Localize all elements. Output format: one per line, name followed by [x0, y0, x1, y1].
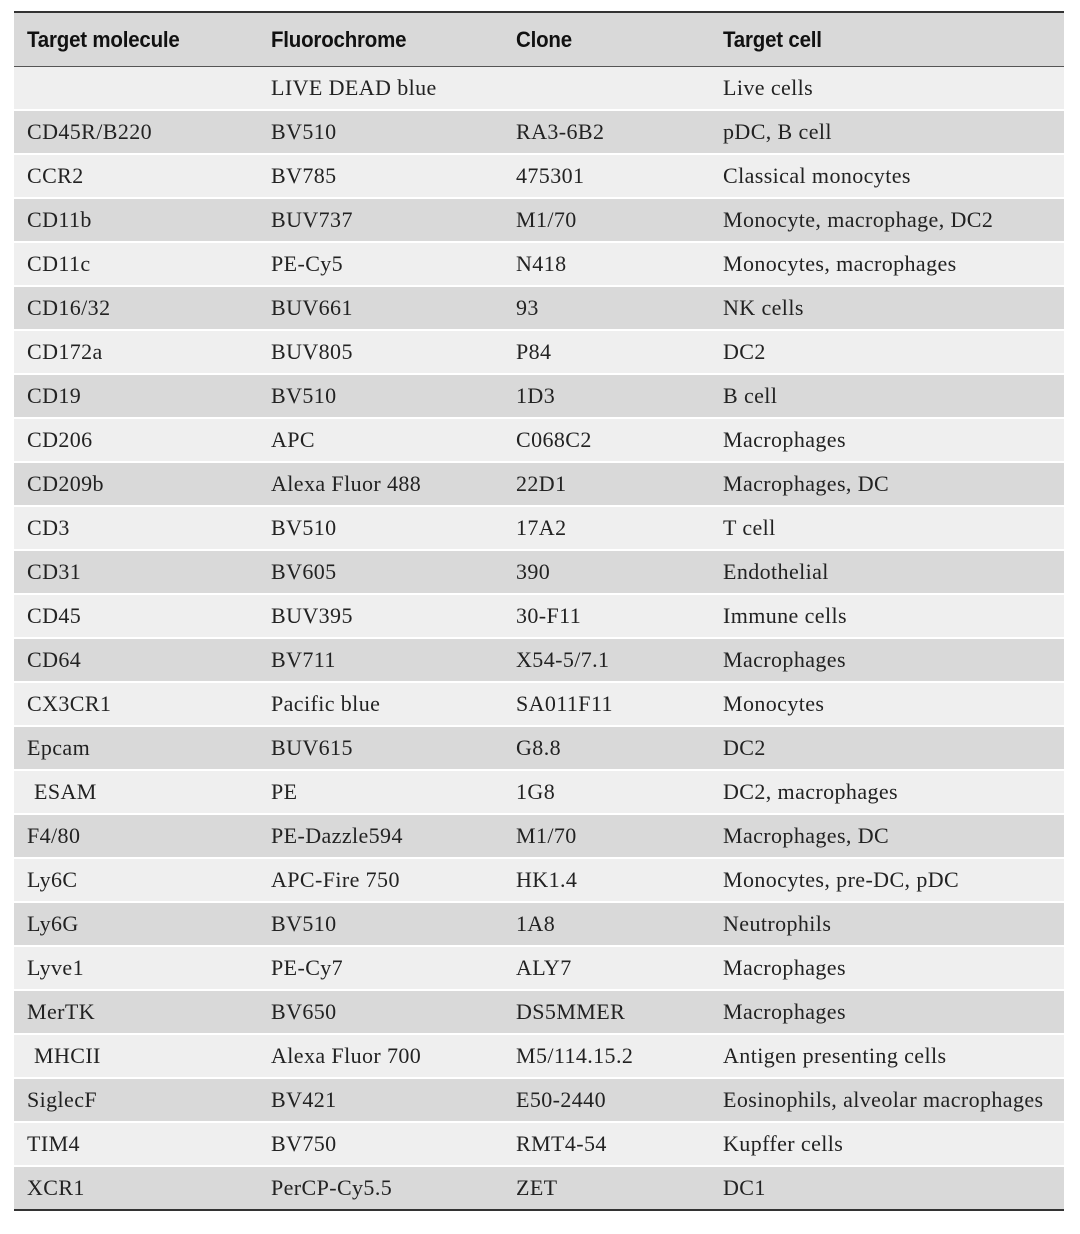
table-row — [14, 815, 1064, 859]
cell-fluorochrome: BUV737 — [258, 199, 503, 243]
cell-clone: E50-2440 — [503, 1079, 710, 1123]
cell-target-molecule: CX3CR1 — [14, 683, 258, 727]
cell-target-cell: Macrophages — [710, 991, 1064, 1035]
cell-target-cell: Live cells — [710, 67, 1064, 111]
cell-fluorochrome: BUV805 — [258, 331, 503, 375]
table-row — [14, 595, 1064, 639]
table-row — [14, 1123, 1064, 1167]
cell-target-molecule: CCR2 — [14, 155, 258, 199]
header-row — [14, 11, 1064, 67]
table-body — [14, 67, 1064, 1211]
table-row — [14, 111, 1064, 155]
table-row — [14, 639, 1064, 683]
column-header-clone — [503, 11, 710, 67]
cell-target-cell: Monocytes — [710, 683, 1064, 727]
cell-target-molecule: F4/80 — [14, 815, 258, 859]
cell-target-molecule: Ly6G — [14, 903, 258, 947]
cell-fluorochrome: BV421 — [258, 1079, 503, 1123]
cell-target-cell: DC2, macrophages — [710, 771, 1064, 815]
table-row — [14, 331, 1064, 375]
cell-target-molecule: Ly6C — [14, 859, 258, 903]
cell-fluorochrome: PE-Dazzle594 — [258, 815, 503, 859]
cell-target-molecule: SiglecF — [14, 1079, 258, 1123]
antibody-panel-table-container — [14, 11, 1064, 1211]
table-row — [14, 1035, 1064, 1079]
column-header-fluorochrome — [258, 11, 503, 67]
cell-target-cell: Kupffer cells — [710, 1123, 1064, 1167]
cell-clone — [503, 67, 710, 111]
cell-target-cell: T cell — [710, 507, 1064, 551]
cell-clone: C068C2 — [503, 419, 710, 463]
column-header-target-cell — [710, 11, 1064, 67]
column-header-target-molecule — [14, 11, 258, 67]
cell-fluorochrome: BV510 — [258, 507, 503, 551]
cell-clone: 22D1 — [503, 463, 710, 507]
cell-fluorochrome: BV510 — [258, 903, 503, 947]
cell-target-cell: Monocytes, macrophages — [710, 243, 1064, 287]
cell-target-cell: Macrophages, DC — [710, 815, 1064, 859]
cell-clone: 475301 — [503, 155, 710, 199]
cell-clone: P84 — [503, 331, 710, 375]
table-row — [14, 1079, 1064, 1123]
cell-target-cell: DC2 — [710, 331, 1064, 375]
cell-target-cell: Macrophages — [710, 947, 1064, 991]
cell-clone: ALY7 — [503, 947, 710, 991]
cell-clone: M5/114.15.2 — [503, 1035, 710, 1079]
cell-target-molecule: MerTK — [14, 991, 258, 1035]
cell-clone: 1D3 — [503, 375, 710, 419]
cell-target-molecule: MHCII — [14, 1035, 258, 1079]
cell-target-molecule: CD45R/B220 — [14, 111, 258, 155]
cell-clone: M1/70 — [503, 815, 710, 859]
cell-target-cell: DC1 — [710, 1167, 1064, 1211]
cell-target-cell: B cell — [710, 375, 1064, 419]
cell-clone: ZET — [503, 1167, 710, 1211]
table-row — [14, 199, 1064, 243]
table-row — [14, 375, 1064, 419]
cell-target-molecule: CD11b — [14, 199, 258, 243]
cell-target-molecule: CD16/32 — [14, 287, 258, 331]
cell-fluorochrome: BV605 — [258, 551, 503, 595]
cell-target-cell: Macrophages — [710, 639, 1064, 683]
cell-target-molecule: CD209b — [14, 463, 258, 507]
cell-clone: 1G8 — [503, 771, 710, 815]
table-row — [14, 727, 1064, 771]
cell-clone: X54-5/7.1 — [503, 639, 710, 683]
cell-target-cell: Immune cells — [710, 595, 1064, 639]
cell-target-molecule: CD206 — [14, 419, 258, 463]
cell-fluorochrome: Alexa Fluor 488 — [258, 463, 503, 507]
cell-clone: 390 — [503, 551, 710, 595]
table-row — [14, 859, 1064, 903]
cell-fluorochrome: LIVE DEAD blue — [258, 67, 503, 111]
table-row — [14, 507, 1064, 551]
cell-target-cell: Classical monocytes — [710, 155, 1064, 199]
cell-target-molecule: CD11c — [14, 243, 258, 287]
column-header-label: Clone — [516, 26, 572, 52]
cell-fluorochrome: BV711 — [258, 639, 503, 683]
cell-clone: SA011F11 — [503, 683, 710, 727]
cell-target-cell: pDC, B cell — [710, 111, 1064, 155]
cell-fluorochrome: APC-Fire 750 — [258, 859, 503, 903]
cell-target-molecule: Epcam — [14, 727, 258, 771]
cell-fluorochrome: PE-Cy5 — [258, 243, 503, 287]
cell-fluorochrome: APC — [258, 419, 503, 463]
cell-fluorochrome: BV510 — [258, 111, 503, 155]
column-header-label: Fluorochrome — [271, 26, 407, 52]
cell-target-cell: Macrophages — [710, 419, 1064, 463]
cell-target-cell: Eosinophils, alveolar macrophages — [710, 1079, 1064, 1123]
table-row — [14, 463, 1064, 507]
cell-target-cell: Monocytes, pre-DC, pDC — [710, 859, 1064, 903]
cell-target-molecule: TIM4 — [14, 1123, 258, 1167]
cell-target-molecule: CD19 — [14, 375, 258, 419]
table-row — [14, 419, 1064, 463]
table-row — [14, 551, 1064, 595]
cell-target-cell: Endothelial — [710, 551, 1064, 595]
cell-clone: RMT4-54 — [503, 1123, 710, 1167]
cell-target-cell: Neutrophils — [710, 903, 1064, 947]
table-row — [14, 243, 1064, 287]
cell-fluorochrome: Alexa Fluor 700 — [258, 1035, 503, 1079]
cell-target-cell: DC2 — [710, 727, 1064, 771]
cell-clone: RA3-6B2 — [503, 111, 710, 155]
cell-fluorochrome: BV510 — [258, 375, 503, 419]
cell-fluorochrome: BV650 — [258, 991, 503, 1035]
table-row — [14, 947, 1064, 991]
cell-target-molecule: CD64 — [14, 639, 258, 683]
cell-target-molecule: ESAM — [14, 771, 258, 815]
cell-target-cell: Antigen presenting cells — [710, 1035, 1064, 1079]
cell-target-cell: Monocyte, macrophage, DC2 — [710, 199, 1064, 243]
cell-fluorochrome: BV785 — [258, 155, 503, 199]
cell-clone: 30-F11 — [503, 595, 710, 639]
cell-clone: HK1.4 — [503, 859, 710, 903]
cell-fluorochrome: PerCP-Cy5.5 — [258, 1167, 503, 1211]
column-header-label: Target molecule — [27, 26, 180, 52]
cell-fluorochrome: BV750 — [258, 1123, 503, 1167]
antibody-panel-table — [14, 11, 1064, 1211]
cell-clone: 17A2 — [503, 507, 710, 551]
cell-target-molecule: CD45 — [14, 595, 258, 639]
cell-target-molecule: XCR1 — [14, 1167, 258, 1211]
cell-clone: N418 — [503, 243, 710, 287]
cell-clone: 93 — [503, 287, 710, 331]
cell-target-molecule: CD31 — [14, 551, 258, 595]
cell-target-cell: NK cells — [710, 287, 1064, 331]
cell-target-molecule: CD3 — [14, 507, 258, 551]
table-row — [14, 683, 1064, 727]
table-row — [14, 771, 1064, 815]
cell-target-cell: Macrophages, DC — [710, 463, 1064, 507]
cell-fluorochrome: PE-Cy7 — [258, 947, 503, 991]
cell-fluorochrome: PE — [258, 771, 503, 815]
table-row — [14, 1167, 1064, 1211]
cell-clone: DS5MMER — [503, 991, 710, 1035]
cell-fluorochrome: BUV615 — [258, 727, 503, 771]
cell-clone: G8.8 — [503, 727, 710, 771]
table-header — [14, 11, 1064, 67]
cell-fluorochrome: BUV395 — [258, 595, 503, 639]
cell-fluorochrome: BUV661 — [258, 287, 503, 331]
cell-fluorochrome: Pacific blue — [258, 683, 503, 727]
table-row — [14, 287, 1064, 331]
table-row — [14, 155, 1064, 199]
table-row — [14, 991, 1064, 1035]
cell-clone: 1A8 — [503, 903, 710, 947]
table-row — [14, 903, 1064, 947]
cell-target-molecule: CD172a — [14, 331, 258, 375]
cell-target-molecule: Lyve1 — [14, 947, 258, 991]
column-header-label: Target cell — [723, 26, 822, 52]
cell-clone: M1/70 — [503, 199, 710, 243]
table-row — [14, 67, 1064, 111]
cell-target-molecule — [14, 67, 258, 111]
